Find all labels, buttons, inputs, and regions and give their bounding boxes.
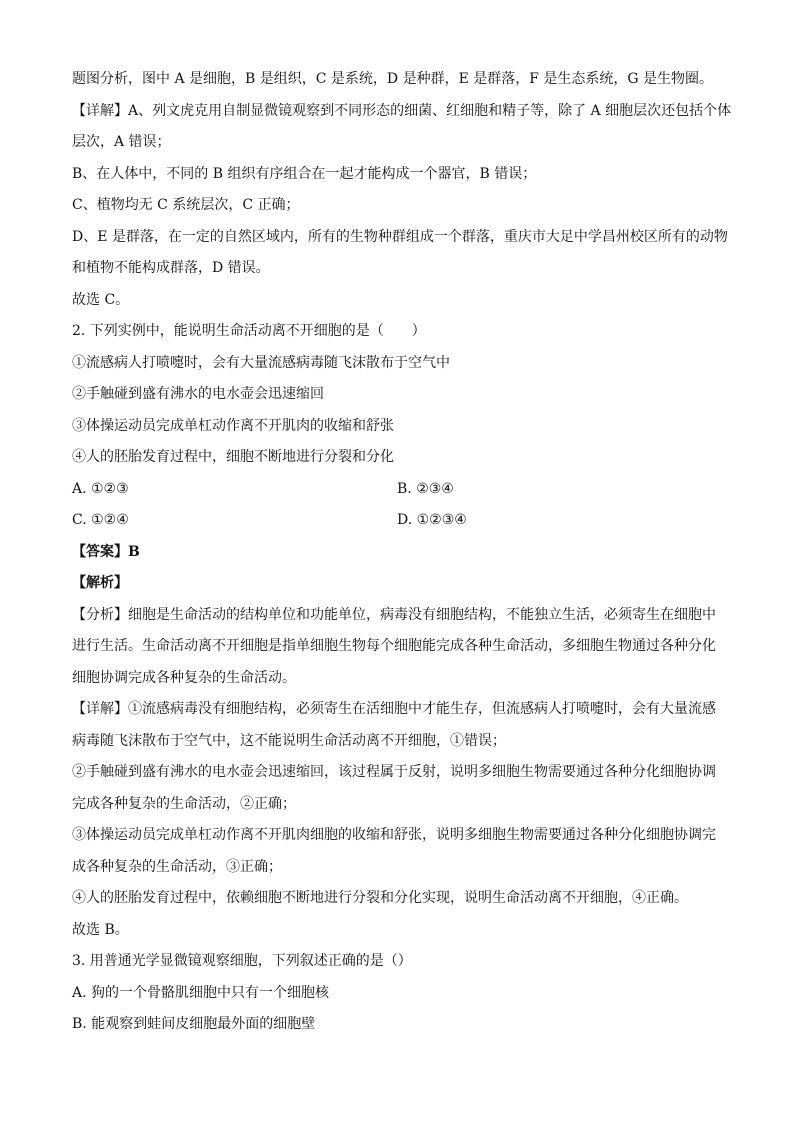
text-line: ④人的胚胎发育过程中，依赖细胞不断地进行分裂和分化实现，说明生命活动离不开细胞，④正确。 xyxy=(72,890,688,906)
option-a: A. 狗的一个骨骼肌细胞中只有一个细胞核 xyxy=(72,984,330,1001)
options-row xyxy=(72,474,722,506)
text-line: 完成各种复杂的生命活动，②正确； xyxy=(72,795,296,812)
text-line: 故选 C。 xyxy=(72,291,130,308)
option-c: C. ①②④ xyxy=(72,512,129,528)
question-3-stem: 3. 用普通光学显微镜观察细胞，下列叙述正确的是（） xyxy=(72,953,412,969)
question-item: ①流感病人打喷嚏时，会有大量流感病毒随飞沫散布于空气中 xyxy=(72,354,450,371)
text-line: ②手触碰到盛有沸水的电水壶会迅速缩回，该过程属于反射，说明多细胞生物需要通过各种分化细胞协调 xyxy=(72,764,716,780)
text-line: 【详解】A、列文虎克用自制显微镜观察到不同形态的细菌、红细胞和精子等，除了 A 细胞层次还包括个体 xyxy=(72,102,732,119)
analysis-label: 【解析】 xyxy=(72,575,128,591)
options-row xyxy=(72,505,722,537)
text-line: 【详解】①流感病毒没有细胞结构，必须寄生在活细胞中才能生存，但流感病人打喷嚏时，会有大量流感 xyxy=(72,701,716,717)
text-line: 进行生活。生命活动离不开细胞是指单细胞生物每个细胞能完成各种生命活动，多细胞生物通过各种分化 xyxy=(72,638,716,654)
text-line: 【分析】细胞是生命活动的结构单位和功能单位，病毒没有细胞结构，不能独立生活，必须寄生在细胞中 xyxy=(72,606,716,623)
answer-label: 【答案】B xyxy=(72,543,140,560)
option-d: D. ①②③④ xyxy=(397,512,467,528)
option-b: B. ②③④ xyxy=(397,480,454,497)
text-line: 细胞协调完成各种复杂的生命活动。 xyxy=(72,669,296,686)
text-line: C、植物均无 C 系统层次，C 正确； xyxy=(72,197,300,213)
document-page xyxy=(72,64,732,1041)
text-line: 故选 B。 xyxy=(72,921,129,938)
text-line: 病毒随飞沫散布于空气中，这不能说明生命活动离不开细胞，①错误； xyxy=(72,732,506,749)
question-item: ②手触碰到盛有沸水的电水壶会迅速缩回 xyxy=(72,386,324,402)
text-line: 层次，A 错误； xyxy=(72,134,171,150)
option-b: B. 能观察到蛙间皮细胞最外面的细胞壁 xyxy=(72,1016,316,1032)
question-item: ④人的胚胎发育过程中，细胞不断地进行分裂和分化 xyxy=(72,449,394,465)
question-2-stem: 2. 下列实例中，能说明生命活动离不开细胞的是（ ） xyxy=(72,323,426,339)
text-line: D、E 是群落，在一定的自然区域内，所有的生物种群组成一个群落，重庆市大足中学昌州校区所有的动物 xyxy=(72,228,728,245)
text-line: B、在人体中，不同的 B 组织有序组合在一起才能构成一个器官，B 错误； xyxy=(72,165,537,182)
question-item: ③体操运动员完成单杠动作离不开肌肉的收缩和舒张 xyxy=(72,417,394,434)
option-a: A. ①②③ xyxy=(72,480,129,497)
text-line: 成各种复杂的生命活动，③正确； xyxy=(72,858,282,875)
text-line: ③体操运动员完成单杠动作离不开肌肉细胞的收缩和舒张，说明多细胞生物需要通过各种分化细胞协调完 xyxy=(72,827,716,843)
text-line: 题图分析，图中 A 是细胞，B 是组织，C 是系统，D 是种群，E 是群落，F 是生态系统，G 是生物圈。 xyxy=(72,71,714,87)
text-line: 和植物不能构成群落，D 错误。 xyxy=(72,260,270,276)
